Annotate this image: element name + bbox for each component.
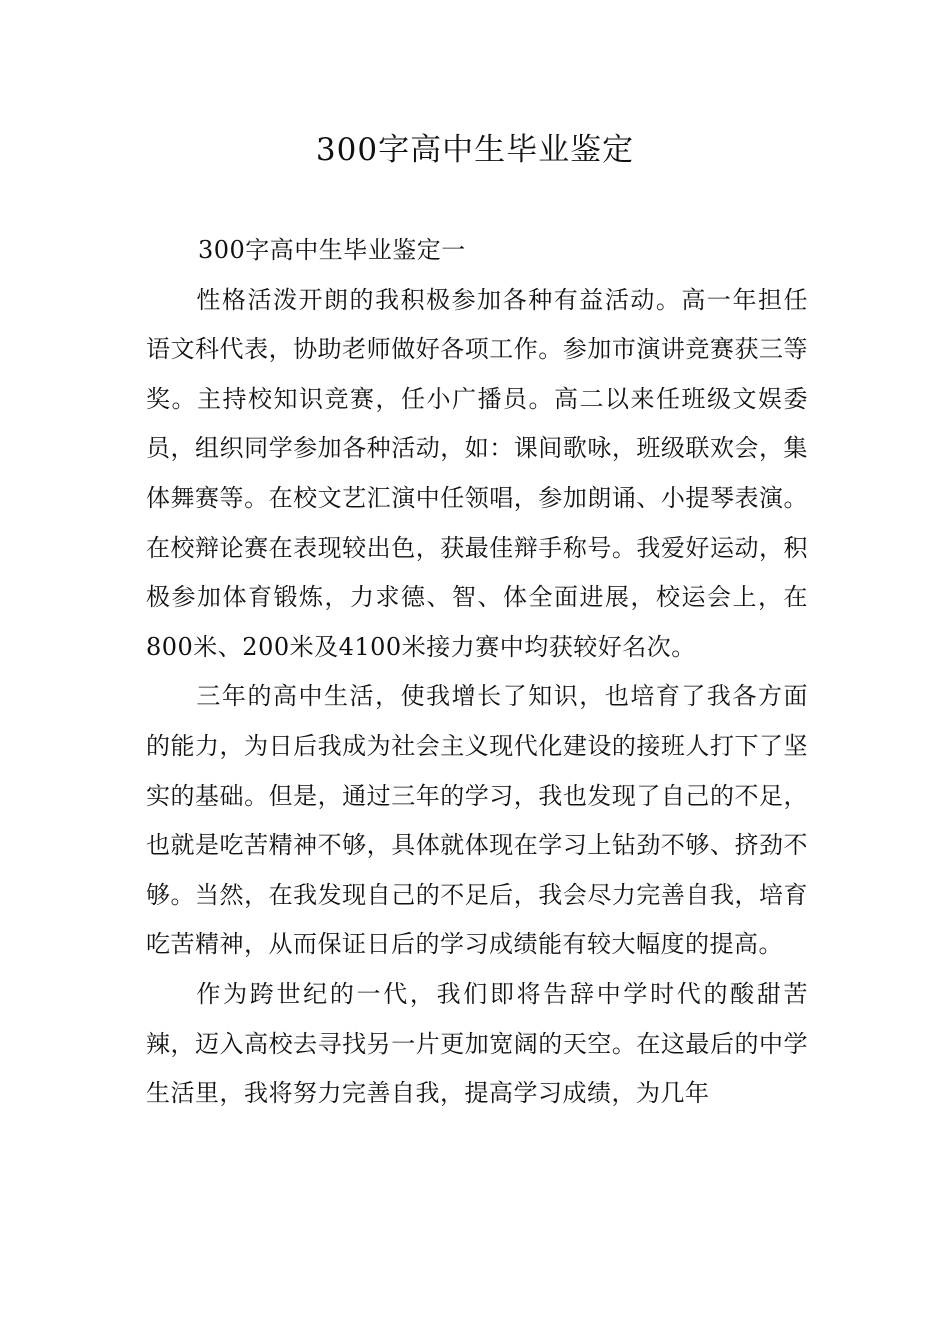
paragraph-2: 三年的高中生活，使我增长了知识，也培育了我各方面的能力，为日后我成为社会主义现代化建设的接班人打下了坚实的基础。但是，通过三年的学习，我也发现了自己的不足，也就是吃苦精神不够，具体就体现在学习上钻劲不够、挤劲不够。当然，在我发现自己的不足后，我会尽力完善自我，培育吃苦精神，从而保证日后的学习成绩能有较大幅度的提高。 [146, 682, 808, 959]
section-heading: 300字高中生毕业鉴定一 [198, 236, 466, 264]
document-title: 300字高中生毕业鉴定 [315, 132, 635, 168]
paragraph-3: 作为跨世纪的一代，我们即将告辞中学时代的酸甜苦辣，迈入高校去寻找另一片更加宽阔的天空。在这最后的中学生活里，我将努力完善自我，提高学习成绩，为几年 [146, 979, 808, 1108]
document-body [146, 226, 808, 1119]
paragraph-1: 性格活泼开朗的我积极参加各种有益活动。高一年担任语文科代表，协助老师做好各项工作。参加市演讲竞赛获三等奖。主持校知识竞赛，任小广播员。高二以来任班级文娱委员，组织同学参加各种活动，如：课间歌咏，班级联欢会，集体舞赛等。在校文艺汇演中任领唱，参加朗诵、小提琴表演。在校辩论赛在表现较出色，获最佳辩手称号。我爱好运动，积极参加体育锻炼，力求德、智、体全面进展，校运会上，在800米、200米及4100米接力赛中均获较好名次。 [146, 285, 808, 661]
